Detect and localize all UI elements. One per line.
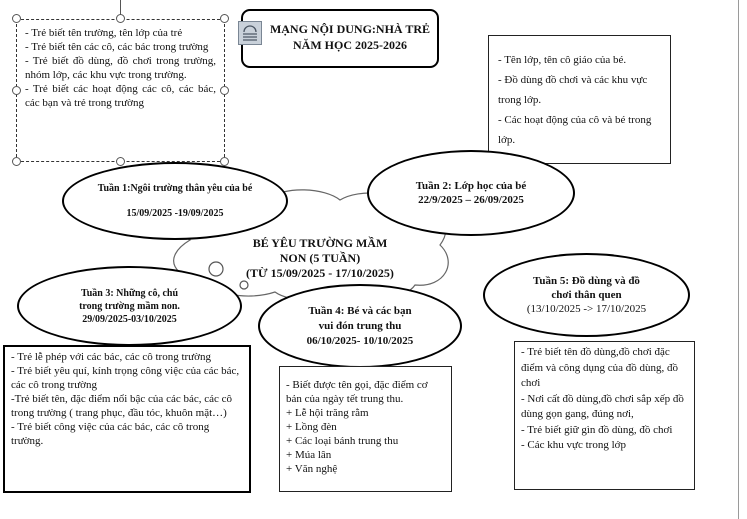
week4-line-2: vui đón trung thu [318,319,402,332]
title-line-1: MẠNG NỘI DUNG:NHÀ TRẺ [269,22,431,36]
week4-content-box[interactable] [279,366,452,492]
week3-line-2: trong trường mầm non. [79,300,180,312]
week1-node[interactable] [62,162,288,240]
resize-handle-right[interactable] [220,86,229,95]
page-edge [738,0,739,519]
week5-item: - Nơi cất đồ dùng,đồ chơi sắp xếp đồ dùng gọn gang, đúng nơi, [521,392,684,420]
week2-content-box[interactable] [488,35,671,164]
week5-line-2: chơi thân quen [551,289,622,301]
week4-line-1: Tuần 4: Bé và các bạn [308,304,412,317]
resize-handle-left[interactable] [12,86,21,95]
week3-item: - Trẻ biết công việc của các bác, các cô trong trường. [11,421,210,447]
week3-line-1: Tuần 3: Những cô, chú [80,287,179,299]
week2-item: - Đồ dùng đồ chơi và các khu vực trong lớp. [498,74,648,106]
center-line-1: BÉ YÊU TRƯỜNG MẦM [252,236,388,250]
resize-handle-bottom[interactable] [116,157,125,166]
week2-line-1: Tuần 2: Lớp học của bé [415,180,527,192]
resize-handle-bottom-left[interactable] [12,157,21,166]
week2-item: - Tên lớp, tên cô giáo của bé. [498,54,627,66]
week1-dates: 15/09/2025 -19/09/2025 [126,208,224,219]
week1-title: Tuần 1:Ngôi trường thân yêu của bé [97,183,253,194]
cloud-bubble-small [240,281,248,289]
week5-node[interactable] [483,253,690,337]
layout-options-icon[interactable] [238,21,262,45]
center-line-2: NON (5 TUẦN) [279,251,361,265]
title-box [241,9,439,68]
week1-item: - Trẻ biết đồ dùng, đồ chơi trong trường, nhóm lớp, các khu vực trong trường. [25,55,216,81]
week4-item: + Các loại bánh trung thu [286,435,399,447]
week3-item: -Trẻ biết tên, đặc điểm nổi bậc của các bác, các cô trong trường ( trang phục, đầu tóc, khuôn mặt…) [11,393,233,419]
week4-node[interactable] [258,284,462,368]
center-topic [220,236,420,281]
week1-item: - Trẻ biết tên trường, tên lớp của trẻ [25,27,183,39]
week3-item: - Trẻ lễ phép với các bác, các cô trong trường [11,351,211,363]
week2-item: - Các hoạt động của cô và bé trong lớp. [498,114,652,146]
week5-line-1: Tuần 5: Đồ dùng và đồ [533,275,640,287]
week1-content-box[interactable] [16,19,225,162]
week2-line-2: 22/9/2025 – 26/09/2025 [418,194,524,206]
page-title [265,21,435,53]
week1-item: - Trẻ biết các hoạt động các cô, các bác, các bạn và trẻ trong trường [25,83,216,109]
week4-item: + Lễ hội trăng rằm [286,407,369,419]
week1-item: - Trẻ biết tên các cô, các bác trong trường [25,41,209,53]
layout-glyph-icon [239,22,261,44]
week4-item: + Lồng đèn [286,421,337,433]
resize-handle-top[interactable] [116,14,125,23]
week3-content-box[interactable] [3,345,251,493]
resize-handle-top-left[interactable] [12,14,21,23]
resize-handle-top-right[interactable] [220,14,229,23]
week3-item: - Trẻ biết yêu quí, kính trọng công việc của các bác, các cô trong trường [11,365,240,391]
center-line-3: (TỪ 15/09/2025 - 17/10/2025) [246,266,394,280]
week5-item: - Các khu vực trong lớp [521,439,626,451]
week2-node[interactable] [367,150,575,236]
week4-item: - Biết được tên gọi, đặc điểm cơ bản của ngày tết trung thu. [286,379,428,405]
week3-line-3: 29/09/2025-03/10/2025 [82,313,177,325]
week5-item: - Trẻ biết tên đồ dùng,đồ chơi đặc điểm và công dụng của đồ dùng, đồ chơi [521,346,679,389]
week4-item: + Múa lân [286,449,332,461]
week5-content-box[interactable] [514,341,695,490]
week3-node[interactable] [17,266,242,346]
title-line-2: NĂM HỌC 2025-2026 [293,38,407,52]
week5-item: - Trẻ biết giữ gìn đồ dùng, đồ chơi [521,423,673,436]
week4-item: + Văn nghệ [286,463,338,475]
week4-line-3: 06/10/2025- 10/10/2025 [306,334,414,347]
week5-line-3: (13/10/2025 -> 17/10/2025 [526,303,647,315]
